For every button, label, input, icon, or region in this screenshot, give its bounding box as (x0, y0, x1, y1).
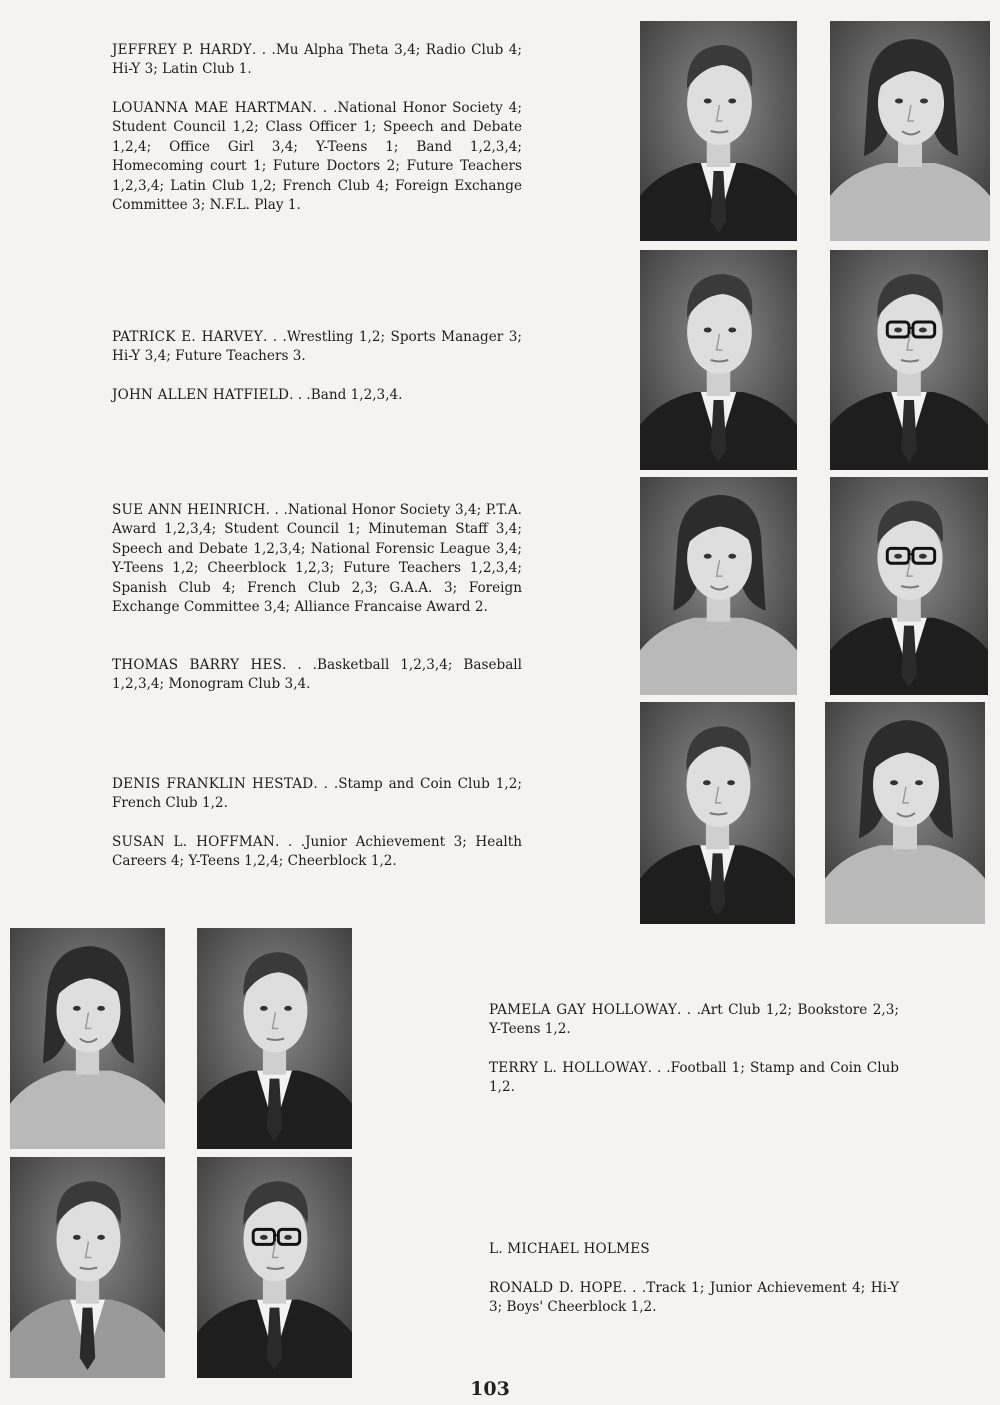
student-name: JOHN ALLEN HATFIELD (112, 387, 290, 403)
student-name: L. MICHAEL HOLMES (489, 1241, 650, 1257)
student-name: JEFFREY P. HARDY (112, 42, 252, 58)
student-activities: Junior Achievement 3; Health Careers 4; Y-Teens 1,2,4; Cheerblock 1,2. (112, 834, 522, 870)
portrait-photo (10, 1157, 165, 1378)
portrait-photo (640, 250, 797, 470)
portrait-photo (640, 21, 797, 241)
student-activities: Wrestling 1,2; Sports Manager 3; Hi-Y 3,4; Future Teachers 3. (112, 329, 523, 365)
portrait-photo (10, 928, 165, 1149)
entry-jeffrey-hardy (112, 41, 522, 80)
entry-michael-holmes (489, 1240, 899, 1259)
page-number: 103 (470, 1378, 510, 1400)
separator: . . . (289, 387, 311, 403)
student-name: DENIS FRANKLIN HESTAD (112, 776, 314, 792)
entry-sue-heinrich (112, 501, 522, 617)
separator: . . . (251, 42, 276, 58)
student-name: LOUANNA MAE HARTMAN (112, 100, 313, 116)
portrait-photo (640, 477, 797, 695)
entry-thomas-hes (112, 656, 522, 695)
student-activities: Art Club 1,2; Bookstore 2,3; Y-Teens 1,2. (489, 1002, 899, 1038)
student-name: SUSAN L. HOFFMAN (112, 834, 275, 850)
entry-denis-hestad (112, 775, 522, 814)
portrait-photo (830, 250, 988, 470)
entry-pamela-holloway (489, 1001, 899, 1040)
student-activities: Basketball 1,2,3,4; Baseball 1,2,3,4; Monogram Club 3,4. (112, 657, 522, 693)
portrait-photo (640, 702, 795, 924)
student-name: TERRY L. HOLLOWAY (489, 1060, 648, 1076)
student-activities: Stamp and Coin Club 1,2; French Club 1,2. (112, 776, 522, 812)
entry-louanna-hartman (112, 99, 522, 215)
separator: . . . (312, 100, 338, 116)
entry-terry-holloway (489, 1059, 899, 1098)
student-activities: Mu Alpha Theta 3,4; Radio Club 4; Hi-Y 3; Latin Club 1. (112, 42, 522, 78)
separator: . . . (313, 776, 339, 792)
portrait-photo (197, 1157, 352, 1378)
portrait-photo (830, 477, 988, 695)
portrait-photo (830, 21, 990, 241)
separator: . . . (677, 1002, 701, 1018)
student-name: SUE ANN HEINRICH (112, 502, 266, 518)
entry-ronald-hope (489, 1279, 899, 1318)
student-activities: Band 1,2,3,4. (310, 387, 403, 403)
entry-patrick-harvey (112, 328, 522, 367)
separator: . . . (282, 657, 318, 673)
separator: . . . (262, 329, 287, 345)
student-name: RONALD D. HOPE (489, 1280, 623, 1296)
student-activities: National Honor Society 3,4; P.T.A. Award 1,2,3,4; Student Council 1; Minuteman Staff 3,4; Speech and Debate 1,2,3,4; National Forensic League 3,4; Y-Teens 1,2; Cheerblock 1,2,3; Future Teachers 1,2,3,4; Spanish Club 4; French Club 2,3; G.A.A. 3; Foreign Exchange Committee 3,4; Alliance Francaise Award 2. (112, 502, 523, 616)
entry-john-hatfield (112, 386, 522, 405)
student-name: PATRICK E. HARVEY (112, 329, 263, 345)
student-name: PAMELA GAY HOLLOWAY (489, 1002, 677, 1018)
separator: . . . (274, 834, 306, 850)
separator: . . . (622, 1280, 647, 1296)
student-activities: Track 1; Junior Achievement 4; Hi-Y 3; Boys' Cheerblock 1,2. (489, 1280, 900, 1316)
separator: . . . (265, 502, 288, 518)
separator: . . . (647, 1060, 671, 1076)
entry-susan-hoffman (112, 833, 522, 872)
portrait-photo (825, 702, 985, 924)
student-activities: Football 1; Stamp and Coin Club 1,2. (489, 1060, 899, 1096)
portrait-photo (197, 928, 352, 1149)
student-name: THOMAS BARRY HES (112, 657, 283, 673)
student-activities: National Honor Society 4; Student Council 1,2; Class Officer 1; Speech and Debate 1,2,4; Office Girl 3,4; Y-Teens 1; Band 1,2,3,4; Homecoming court 1; Future Doctors 2; Future Teachers 1,2,3,4; Latin Club 1,2; French Club 4; Foreign Exchange Committee 3; N.F.L. Play 1. (112, 100, 522, 214)
